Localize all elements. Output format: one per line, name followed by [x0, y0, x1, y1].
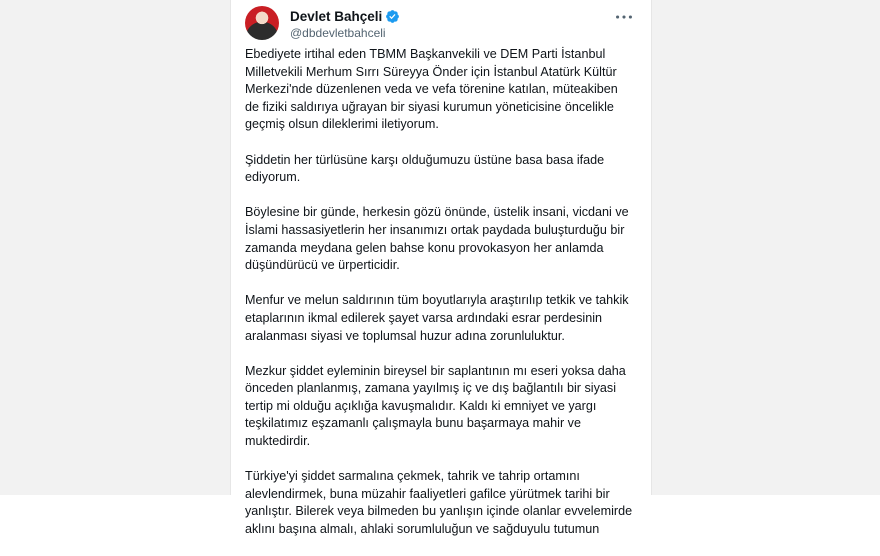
right-gray-margin [650, 0, 880, 495]
tweet-paragraph: Mezkur şiddet eyleminin bireysel bir saplantının mı eseri yoksa daha önceden planlanmış, zamana yayılmış iç ve dış bağlantılı bir siyasi tertip mi olduğu açıklığa kavuşmalıdır. Kaldı ki emniyet ve yargı teşkilatımız eşzamanlı çalışmayla bunu başarmaya mahir ve muktedirdir. [245, 363, 626, 449]
author-name-row [290, 9, 400, 24]
tweet-header [245, 6, 637, 42]
author-display-name[interactable]: Devlet Bahçeli [290, 9, 383, 24]
tweet-paragraph: Türkiye'yi şiddet sarmalına çekmek, tahrik ve tahrip ortamını alevlendirmek, buna müzahir faaliyetleri gafilce yürütmek tarihi bir yanlıştır. Bilerek veya bilmeden bu yanlışın içinde olanlar evvelemirde aklını başına almalı, ahlaki sorumluluğun ve sağduyulu tutumun [245, 469, 633, 537]
more-options-icon[interactable] [613, 8, 635, 26]
avatar[interactable] [245, 6, 279, 40]
tweet-paragraph: Böylesine bir günde, herkesin gözü önünde, üstelik insani, vicdani ve İslami hassasiyetlerin her insanımızı ortak paydada buluşturduğu bir zamanda meydana gelen bahse konu provokasyon her anlamda düşündürücü ve ürperticidir. [245, 205, 629, 273]
verified-badge-icon [385, 9, 400, 24]
tweet-paragraph: Ebediyete irtihal eden TBMM Başkanvekili ve DEM Parti İstanbul Milletvekili Merhum Sırrı Süreyya Önder için İstanbul Atatürk Kültür Merkezi'nde düzenlenen veda ve vefa törenine katılan, müteakiben de fiziki saldırıya uğrayan bir siyasi kurumun yöneticisine öncelikle geçmiş olsun dileklerimi iletiyorum. [245, 47, 618, 132]
tweet-paragraph: Menfur ve melun saldırının tüm boyutlarıyla araştırılıp tetkik ve tahkik etaplarının ikmal edilerek şayet varsa ardındaki esrar perdesinin aralanması siyasi ve toplumsal huzur adına zorunluluktur. [245, 293, 629, 343]
tweet-card [230, 0, 652, 537]
author-handle[interactable]: @dbdevletbahceli [290, 26, 386, 40]
tweet-paragraph: Şiddetin her türlüsüne karşı olduğumuzu üstüne basa basa ifade ediyorum. [245, 152, 605, 185]
tweet-text [245, 46, 633, 556]
left-gray-margin [0, 0, 230, 495]
